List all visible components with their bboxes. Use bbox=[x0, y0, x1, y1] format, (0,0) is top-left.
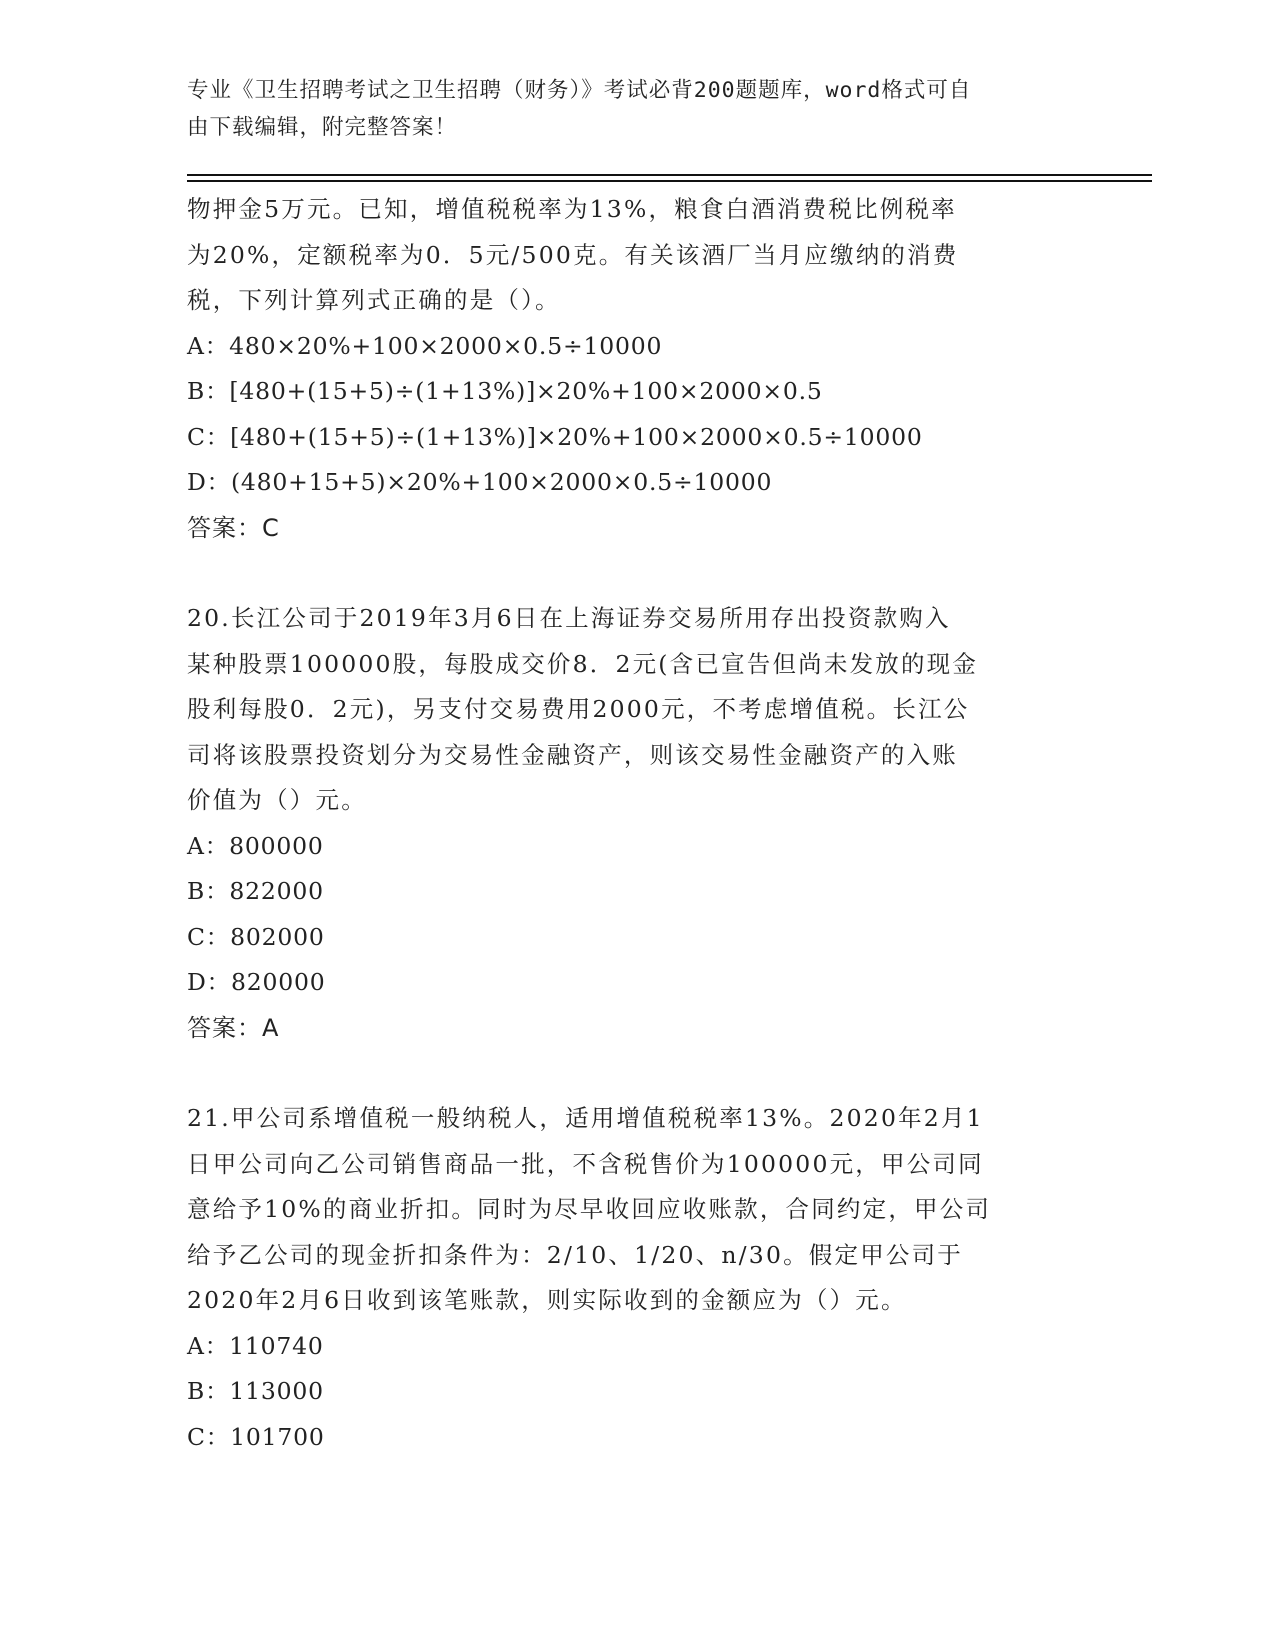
option-a: A：110740 bbox=[187, 1331, 324, 1360]
answer-label: 答案：A bbox=[187, 1013, 280, 1042]
option-c: C：[480+(15+5)÷(1+13%)]×20%+100×2000×0.5÷10000 bbox=[187, 422, 923, 451]
option-b: B：822000 bbox=[187, 877, 324, 905]
question-text: 20.长江公司于2019年3月6日在上海证券交易所用存出投资款购入 某种股票100000股，每股成交价8．2元(含已宣告但尚未发放的现金 股利每股0．2元)，另支付交易费用2000元，不考虑增值税。长江公 司将该股票投资划分为交易性金融资产，则该交易性金融资产的入账 价值为（）元。 bbox=[187, 604, 979, 814]
option-c: C：101700 bbox=[187, 1422, 325, 1451]
document-header bbox=[187, 72, 1067, 146]
option-a: A：480×20%+100×2000×0.5÷10000 bbox=[187, 331, 663, 360]
option-b: B：[480+(15+5)÷(1+13%)]×20%+100×2000×0.5 bbox=[187, 377, 823, 405]
header-divider-bottom bbox=[187, 180, 1152, 182]
option-c: C：802000 bbox=[187, 922, 325, 951]
question-block-21 bbox=[187, 1096, 1107, 1460]
option-d: D：820000 bbox=[187, 968, 326, 996]
answer-label: 答案：C bbox=[187, 513, 280, 542]
header-title-line-1: 专业《卫生招聘考试之卫生招聘（财务）》考试必背200题题库，word格式可自 bbox=[187, 78, 972, 103]
option-d: D：(480+15+5)×20%+100×2000×0.5÷10000 bbox=[187, 468, 773, 496]
option-b: B：113000 bbox=[187, 1377, 324, 1405]
question-block-19 bbox=[187, 187, 1107, 551]
question-text: 物押金5万元。已知，增值税税率为13%，粮食白酒消费税比例税率 为20%，定额税率为0．5元/500克。有关该酒厂当月应缴纳的消费 税，下列计算列式正确的是（）。 bbox=[187, 195, 959, 314]
question-block-20 bbox=[187, 596, 1107, 1051]
option-a: A：800000 bbox=[187, 831, 324, 860]
header-divider-top bbox=[187, 174, 1152, 176]
question-text: 21.甲公司系增值税一般纳税人，适用增值税税率13%。2020年2月1 日甲公司向乙公司销售商品一批，不含税售价为100000元，甲公司同 意给予10%的商业折扣。同时为尽早收回应收账款，合同约定，甲公司 给予乙公司的现金折扣条件为：2/10、1/20、n/30。假定甲公司于 2020年2月6日收到该笔账款，则实际收到的金额应为（）元。 bbox=[187, 1104, 992, 1314]
header-title-line-2: 由下载编辑，附完整答案！ bbox=[187, 115, 458, 140]
question-list bbox=[187, 187, 1107, 1460]
